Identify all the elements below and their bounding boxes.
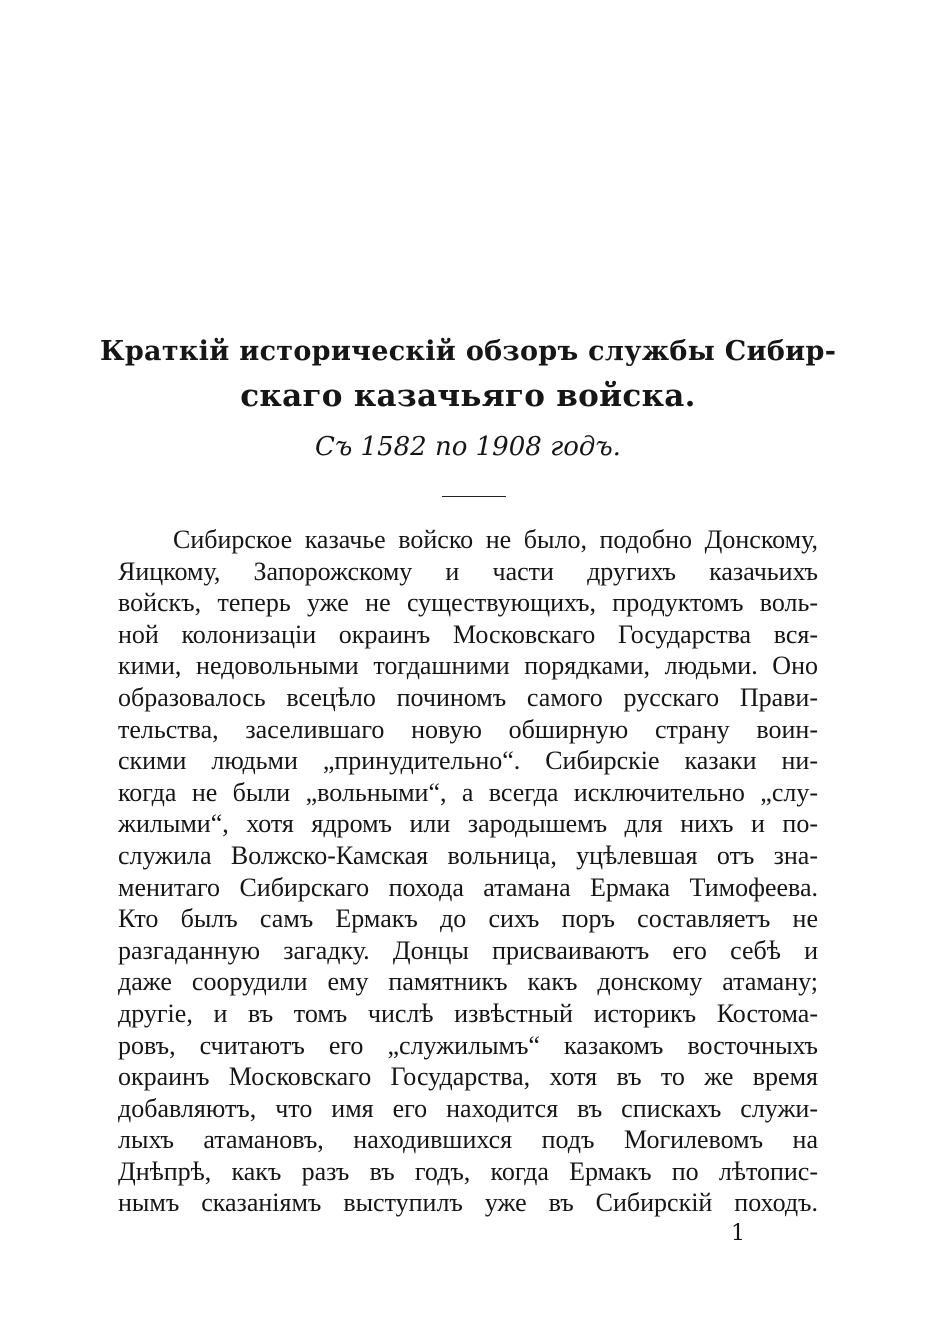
body-line: лыхъ атамановъ, находившихся подъ Могилевомъ на	[118, 1125, 818, 1155]
body-line: нымъ сказаніямъ выступилъ уже въ Сибирскій походъ.	[118, 1188, 818, 1218]
body-line: Яицкому, Запорожскому и части другихъ казачьихъ	[118, 556, 818, 586]
body-line: служила Волжско-Камская вольница, уцѣлевшая отъ зна-	[118, 840, 818, 870]
body-line: войскъ, теперь уже не существующихъ, продуктомъ воль-	[118, 588, 818, 618]
body-line: добавляютъ, что имя его находится въ спискахъ служи-	[118, 1093, 818, 1123]
body-paragraph	[118, 524, 818, 1219]
chapter-subtitle: Съ 1582 по 1908 годъ.	[315, 432, 621, 462]
body-line: другіе, и въ томъ числѣ извѣстный историкъ Костома-	[118, 998, 818, 1028]
body-line: ной колонизаціи окраинъ Московскаго Государства вся-	[118, 619, 818, 649]
body-line: скими людьми „принудительно“. Сибирскіе казаки ни-	[118, 746, 818, 776]
chapter-title-line-2: скаго казачьяго войска.	[240, 378, 696, 414]
body-line: разгаданную загадку. Донцы присваиваютъ его себѣ и	[118, 935, 818, 965]
body-line: ровъ, считаютъ его „служилымъ“ казакомъ восточныхъ	[118, 1030, 818, 1060]
chapter-title	[100, 330, 836, 418]
body-line: Днѣпрѣ, какъ разъ въ годъ, когда Ермакъ по лѣтопис-	[118, 1156, 818, 1186]
body-line: образовалось всецѣло починомъ самого русскаго Прави-	[118, 682, 818, 712]
chapter-title-line-1: Краткій историческій обзоръ службы Сибир-	[100, 336, 837, 367]
body-line: Сибирское казачье войско не было, подобно Донскому,	[173, 525, 818, 554]
body-line: тельства, заселившаго новую обширную страну воин-	[118, 714, 818, 744]
body-line: даже соорудили ему памятникъ какъ донскому атаману;	[118, 967, 818, 997]
section-divider	[442, 496, 506, 497]
page-number: 1	[731, 1221, 745, 1246]
body-line: жилыми“, хотя ядромъ или зародышемъ для нихъ и по-	[118, 809, 818, 839]
body-line: менитаго Сибирскаго похода атамана Ермака Тимофеева.	[118, 872, 818, 902]
body-line: когда не были „вольными“, а всегда исключительно „слу-	[118, 777, 818, 807]
body-line: окраинъ Московскаго Государства, хотя въ то же время	[118, 1062, 818, 1092]
body-line: кими, недовольными тогдашними порядками, людьми. Оно	[118, 651, 818, 681]
body-line: Кто былъ самъ Ермакъ до сихъ поръ составляетъ не	[118, 904, 818, 934]
